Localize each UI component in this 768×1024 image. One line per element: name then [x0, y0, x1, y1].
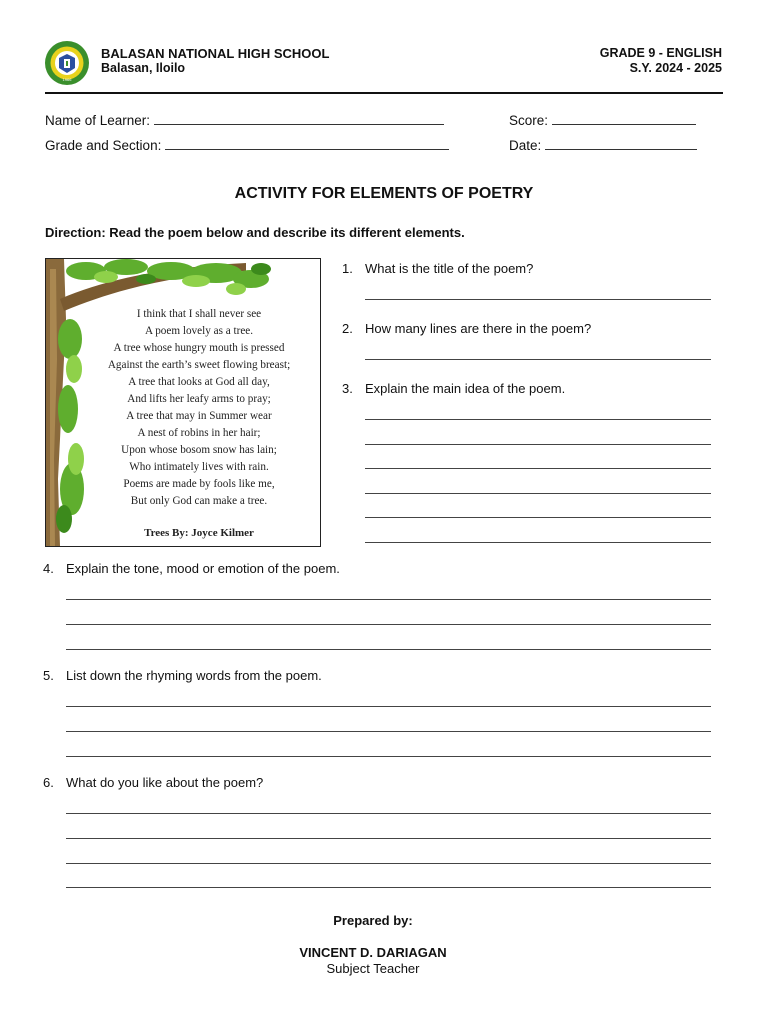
teacher-name: VINCENT D. DARIAGAN — [299, 945, 447, 960]
score-field[interactable] — [509, 112, 696, 128]
question-text: Explain the main idea of the poem. — [365, 381, 566, 396]
school-location: Balasan, Iloilo — [101, 61, 186, 75]
answer-line[interactable] — [365, 299, 711, 300]
prepared-by-label: Prepared by: — [333, 913, 413, 928]
answer-line[interactable] — [66, 599, 711, 600]
grade-section-field[interactable] — [45, 137, 449, 153]
school-name: BALASAN NATIONAL HIGH SCHOOL — [101, 46, 330, 61]
poem-line: A nest of robins in her hair; — [137, 427, 261, 439]
answer-line[interactable] — [66, 756, 711, 757]
name-of-learner-field[interactable] — [45, 112, 444, 128]
answer-line[interactable] — [365, 468, 711, 469]
teacher-role: Subject Teacher — [326, 961, 420, 976]
question-text: List down the rhyming words from the poem. — [66, 668, 322, 683]
question-text: What is the title of the poem? — [365, 261, 534, 276]
poem-line: Poems are made by fools like me, — [123, 478, 275, 490]
answer-line[interactable] — [365, 359, 711, 360]
grade-section-label: Grade and Section: — [45, 138, 162, 153]
answer-line[interactable] — [66, 887, 711, 888]
answer-line[interactable] — [66, 706, 711, 707]
poem-credit: Trees By: Joyce Kilmer — [144, 527, 254, 539]
question-text: What do you like about the poem? — [66, 775, 264, 790]
date-field[interactable] — [509, 137, 697, 153]
date-label: Date: — [509, 138, 542, 153]
poem-line: A poem lovely as a tree. — [144, 325, 254, 337]
answer-line[interactable] — [365, 517, 711, 518]
answer-line[interactable] — [66, 624, 711, 625]
activity-title: ACTIVITY FOR ELEMENTS OF POETRY — [234, 185, 534, 202]
question-number: 6. — [43, 775, 54, 790]
answer-line[interactable] — [365, 493, 711, 494]
poem-line: I think that I shall never see — [136, 308, 262, 320]
name-of-learner-line[interactable] — [154, 112, 444, 125]
grade-section-line[interactable] — [165, 137, 449, 150]
question-number: 4. — [43, 561, 54, 576]
school-seal-icon — [44, 40, 90, 86]
poem-line: A tree whose hungry mouth is pressed — [113, 342, 285, 354]
question-number: 3. — [342, 381, 353, 396]
answer-line[interactable] — [365, 419, 711, 420]
question-text: Explain the tone, mood or emotion of the poem. — [66, 561, 340, 576]
poem-line: A tree that may in Summer wear — [126, 410, 272, 422]
answer-line[interactable] — [365, 444, 711, 445]
score-label: Score: — [509, 113, 549, 128]
header-divider — [45, 92, 723, 94]
answer-line[interactable] — [66, 649, 711, 650]
svg-text:1966: 1966 — [62, 77, 72, 82]
date-line[interactable] — [545, 137, 697, 150]
direction-text: Direction: Read the poem below and describe its different elements. — [45, 225, 465, 240]
question-number: 2. — [342, 321, 353, 336]
poem-line: Against the earth’s sweet flowing breast; — [107, 359, 291, 371]
poem-image — [45, 258, 321, 547]
answer-line[interactable] — [66, 731, 711, 732]
school-year: S.Y. 2024 - 2025 — [629, 61, 722, 75]
poem-text — [86, 306, 312, 510]
question-number: 1. — [342, 261, 353, 276]
question-text: How many lines are there in the poem? — [365, 321, 592, 336]
poem-line: And lifts her leafy arms to pray; — [127, 393, 271, 405]
poem-line: But only God can make a tree. — [130, 495, 268, 507]
question-number: 5. — [43, 668, 54, 683]
grade-subject: GRADE 9 - ENGLISH — [599, 46, 722, 60]
answer-line[interactable] — [66, 838, 711, 839]
poem-line: A tree that looks at God all day, — [128, 376, 270, 388]
answer-line[interactable] — [66, 863, 711, 864]
answer-line[interactable] — [66, 813, 711, 814]
poem-line: Upon whose bosom snow has lain; — [121, 444, 277, 456]
answer-line[interactable] — [365, 542, 711, 543]
name-of-learner-label: Name of Learner: — [45, 113, 151, 128]
poem-line: Who intimately lives with rain. — [129, 461, 269, 473]
score-line[interactable] — [552, 112, 696, 125]
